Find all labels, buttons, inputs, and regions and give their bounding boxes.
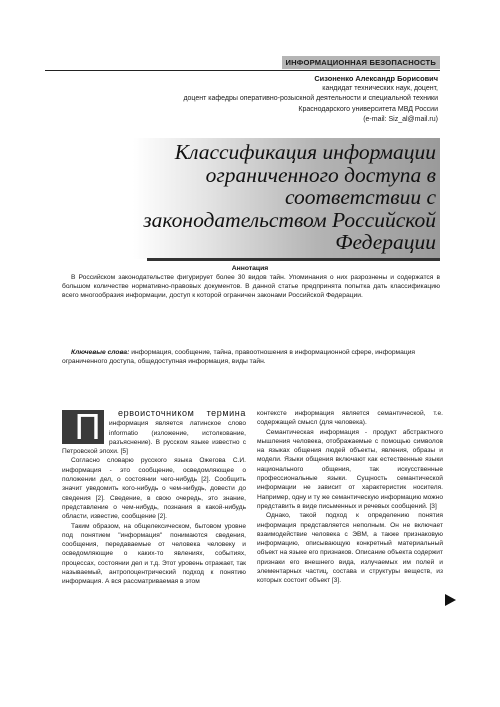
section-title: ИНФОРМАЦИОННАЯ БЕЗОПАСНОСТЬ [285,58,436,67]
title-underline-bar [147,258,440,261]
body-column-right [257,409,443,586]
keywords [62,349,440,367]
lead-word: ервоисточником термина [118,408,246,418]
body-paragraph-1 [62,406,246,456]
keywords-list: информация, сообщение, тайна, правоотношения в информационной сфере, информация ограниченного доступа, общедоступная информация, виды тайн. [62,349,416,365]
paragraph-1-text: информация является латинское слово informatio (изложение, истолкование, разъяснение). В русском языке известно с Петровской эпохи. [5] [62,420,246,456]
author-name: Сизоненко Александр Борисович [314,74,438,83]
body-column-left [62,406,246,587]
body-paragraph-5: Семантическая информация - продукт абстрактного мышления человека, отображаемые с помощью символов на языках общения людей объекты, явления, образы и модели. Языки общения включают как естественные языки национального общения, так искусственные профессиональные языки. Сущность семантической информации не зависит от характеристик носителя. Например, одну и ту же семантическую информацию можно представить в виде письменных и речевых сообщений. [3] [257,428,443,510]
body-paragraph-2: Согласно словарю русского языка Ожегова С.И. информация - это сообщение, осведомляющее о положении дел, о состоянии чего-нибудь [2]. Сообщить значит уведомить кого-нибудь о чем-нибудь, довести до сведения [2]. Сведение, в свою очередь, это знание, представление о чем-нибудь, познания в какой-нибудь области, известие, сообщение [2]. [62,457,246,521]
author-email: (e-mail: Siz_al@mail.ru) [363,115,438,123]
keywords-label: Ключевые слова: [71,349,130,356]
abstract-text: В Российском законодательстве фигурирует более 30 видов тайн. Упоминания о них разрознены и содержатся в большом количестве нормативно-правовых документов. В данной статье предпринята попытка дать классификацию всего многообразия информации, доступ к которой ограничен законами Российской Федерации. [62,274,440,299]
author-position: доцент кафедры оперативно-розыскной деятельности и специальной техники [183,95,438,103]
header-divider [45,70,440,71]
section-header [282,56,440,69]
continue-arrow-icon [445,594,456,606]
abstract-heading: Аннотация [231,265,269,272]
article-title: Классификация информации ограниченного доступа в соответствии с законодательством Российской Федерации [143,140,436,254]
author-block [108,74,438,125]
body-paragraph-6: Однако, такой подход к определению понятия информация представляется неполным. Он не включает взаимодействие человека с ЭВМ, а также признаковую информацию, описывающую конкретный материальный объект на языке его признаков. Описание объекта содержит признаки его внешнего вида, излучаемых им полей и элементарных частиц, состава и структуры веществ, из которых состоит объект [3]. [257,512,444,585]
author-degree: кандидат технических наук, доцент, [322,85,438,93]
drop-cap: П [62,410,104,444]
body-paragraph-4: контексте информация является семантической, т.е. содержащей смысл (для человека). [257,410,443,427]
body-paragraph-3: Таким образом, на общелексическом, бытовом уровне под понятием "информация" понимаются сведения, сообщения, передаваемые от человека человеку и осведомляющие о каких-то явлениях, событиях, процессах, состоянии дел и т.д. Этот уровень отражает, так называемый, антропоцентрический подход к понятию информация. А вся рассматриваемая в этом [62,522,246,586]
author-institution: Краснодарского университета МВД России [298,105,438,113]
